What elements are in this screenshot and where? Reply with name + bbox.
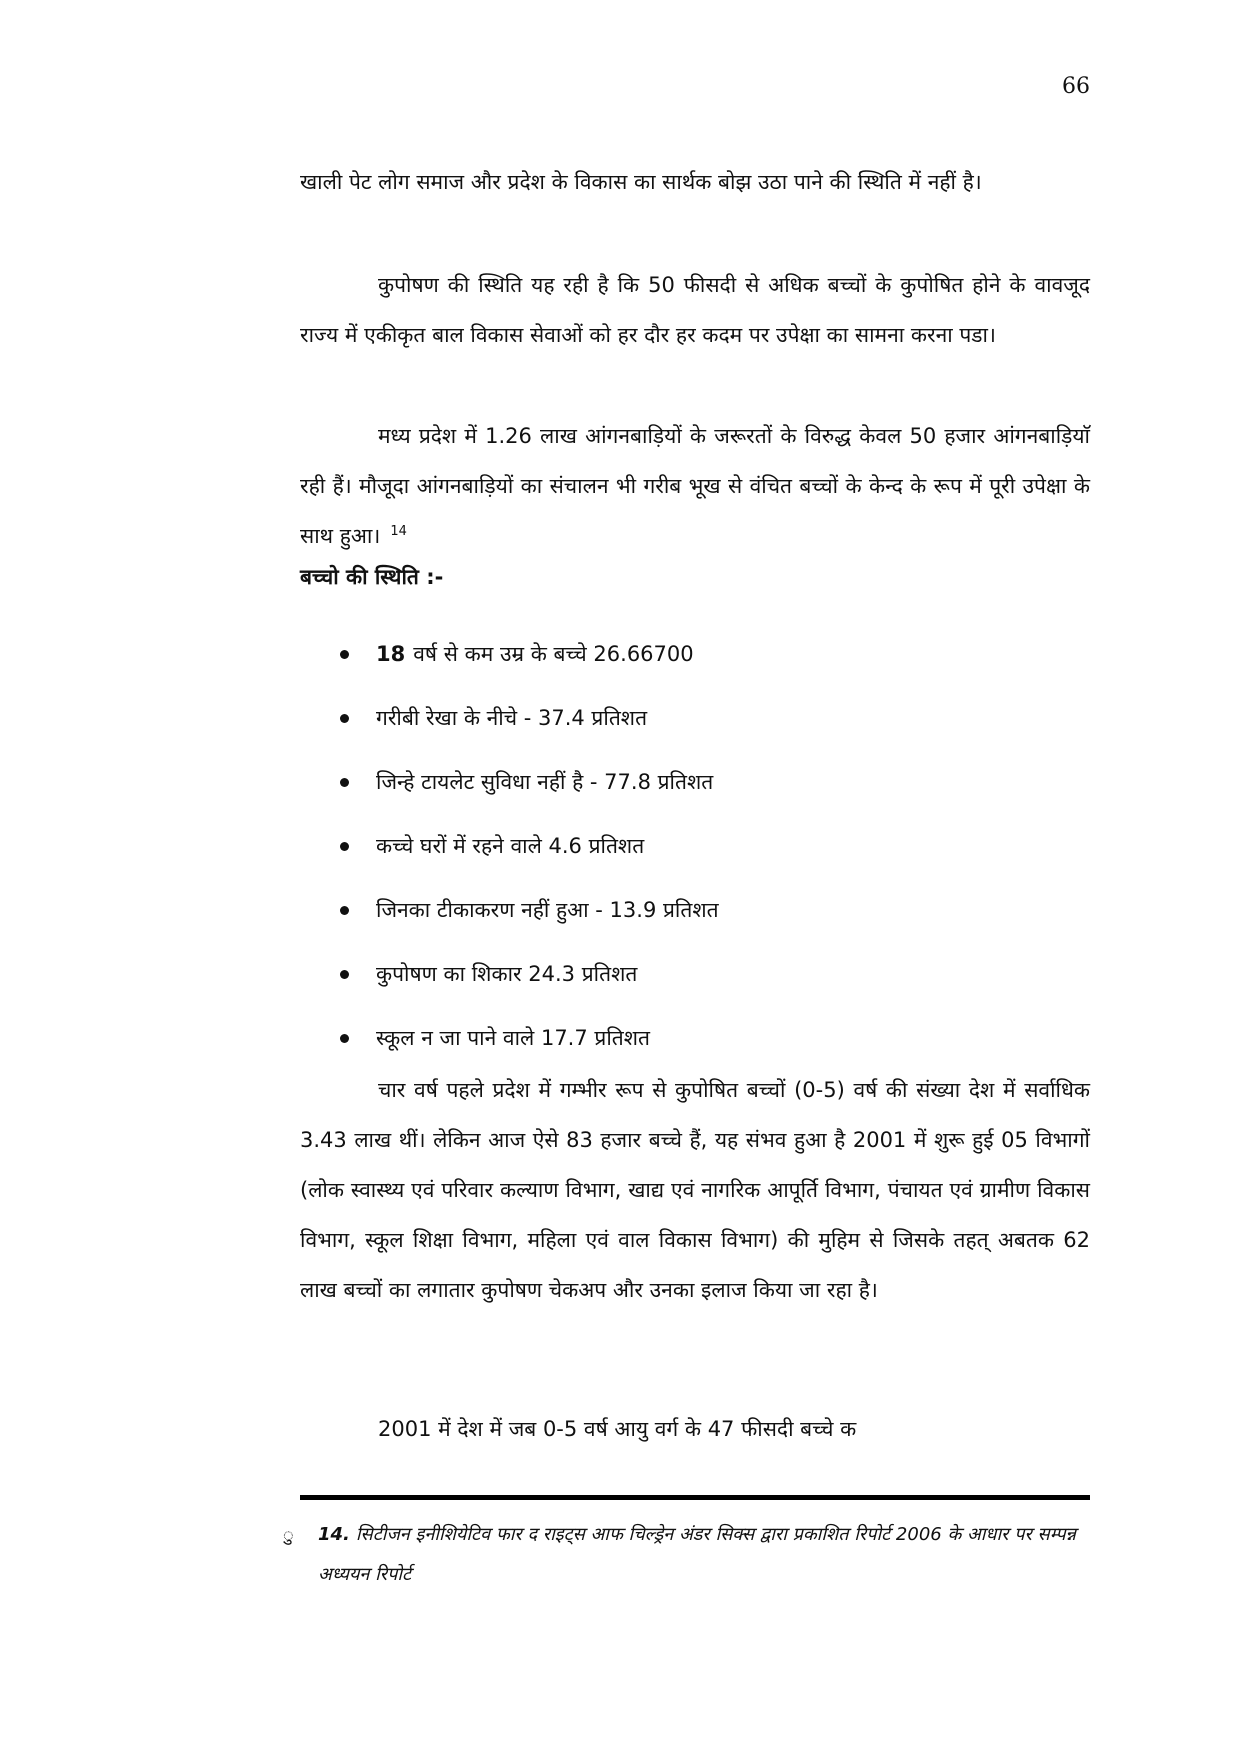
list-item xyxy=(340,814,719,878)
footnote-number: 14. xyxy=(318,1524,350,1545)
page-number: 66 xyxy=(1062,74,1090,99)
footnote-mark: ु xyxy=(283,1525,294,1546)
list-item xyxy=(340,942,719,1006)
paragraph-3 xyxy=(300,411,1090,561)
paragraph-1: खाली पेट लोग समाज और प्रदेश के विकास का सार्थक बोझ उठा पाने की स्थिति में नहीं है। xyxy=(300,170,982,194)
paragraph-3-text: मध्य प्रदेश में 1.26 लाख आंगनबाड़ियों के जरूरतों के विरुद्ध केवल 50 हजार आंगनबाड़ियाॅ रही हैं। मौजूदा आंगनबाड़ियों का संचालन भी गरीब भूख से वंचित बच्चों के केन्द के रूप में पूरी उपेक्षा के साथ हुआ। xyxy=(300,424,1090,548)
list-item xyxy=(340,686,719,750)
bullet-icon xyxy=(340,650,349,659)
bullet-icon xyxy=(340,906,349,915)
list-item-text: कच्चे घरों में रहने वाले 4.6 प्रतिशत xyxy=(376,834,645,858)
paragraph-4: चार वर्ष पहले प्रदेश में गम्भीर रूप से कुपोषित बच्चों (0-5) वर्ष की संख्या देश में सर्वाधिक 3.43 लाख थीं। लेकिन आज ऐसे 83 हजार बच्चे हैं, यह संभव हुआ है 2001 में शुरू हुई 05 विभागों (लोक स्वास्थ्य एवं परिवार कल्याण विभाग, खाद्य एवं नागरिक आपूर्ति विभाग, पंचायत एवं ग्रामीण विकास विभाग, स्कूल शिक्षा विभाग, महिला एवं वाल विकास विभाग) की मुहिम से जिसके तहत् अबतक 62 लाख बच्चों का लगातार कुपोषण चेकअप और उनका इलाज किया जा रहा है। xyxy=(300,1078,1090,1302)
footnote xyxy=(318,1515,1098,1595)
list-item xyxy=(340,1006,719,1070)
footnote-reference[interactable]: 14 xyxy=(390,524,407,539)
bullet-lead-number: 18 xyxy=(376,642,406,666)
list-item xyxy=(340,878,719,942)
bullet-icon xyxy=(340,970,349,979)
section-heading: बच्चो की स्थिति :- xyxy=(300,565,444,589)
paragraph-2: कुपोषण की स्थिति यह रही है कि 50 फीसदी से अधिक बच्चों के कुपोषित होने के वावजूद राज्य में एकीकृत बाल विकास सेवाओं को हर दौर हर कदम पर उपेक्षा का सामना करना पडा। xyxy=(300,273,1090,347)
list-item-text: वर्ष से कम उम्र के बच्चे 26.66700 xyxy=(413,642,694,666)
bullet-icon xyxy=(340,842,349,851)
list-item-text: गरीबी रेखा के नीचे - 37.4 प्रतिशत xyxy=(376,706,648,730)
bullet-icon xyxy=(340,1034,349,1043)
bullet-icon xyxy=(340,778,349,787)
bullet-icon xyxy=(340,714,349,723)
list-item xyxy=(340,750,719,814)
paragraph-5: 2001 में देश में जब 0-5 वर्ष आयु वर्ग के 47 फीसदी बच्चे क xyxy=(378,1417,857,1441)
footnote-text: सिटीजन इनीशियेटिव फार द राइट्स आफ चिल्ड्रेन अंडर सिक्स द्वारा प्रकाशित रिपोर्ट 2006 के आधार पर सम्पन्न अध्ययन रिपोर्ट xyxy=(318,1524,1076,1585)
footnote-separator xyxy=(300,1495,1090,1500)
list-item-text: जिनका टीकाकरण नहीं हुआ - 13.9 प्रतिशत xyxy=(376,898,719,922)
list-item-text: कुपोषण का शिकार 24.3 प्रतिशत xyxy=(376,962,638,986)
list-item xyxy=(340,622,719,686)
list-item-text: जिन्हे टायलेट सुविधा नहीं है - 77.8 प्रतिशत xyxy=(376,770,714,794)
statistics-list xyxy=(340,622,719,1070)
list-item-text: स्कूल न जा पाने वाले 17.7 प्रतिशत xyxy=(376,1026,651,1050)
